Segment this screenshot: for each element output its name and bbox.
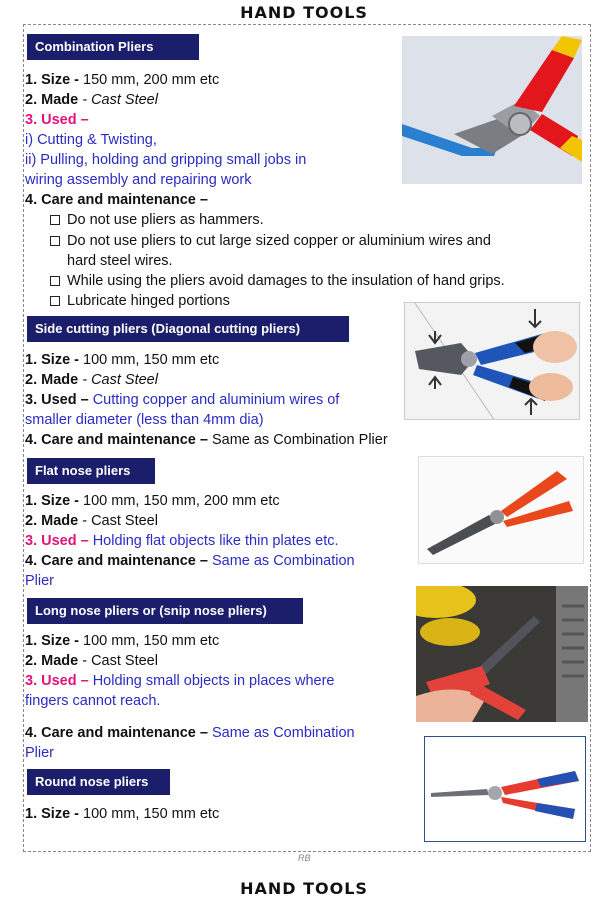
- size-label: 1. Size -: [25, 493, 79, 509]
- size-label: 1. Size -: [25, 72, 79, 88]
- section-title-flat-nose: Flat nose pliers: [27, 458, 155, 484]
- combination-pliers-photo: [402, 36, 582, 184]
- made-label: 2. Made: [25, 92, 79, 108]
- care-label: 4. Care and maintenance –: [25, 725, 208, 741]
- care-label: 4. Care and maintenance –: [25, 432, 208, 448]
- used-label: 3. Used –: [25, 533, 89, 549]
- combination-used-2: ii) Pulling, holding and gripping small jobs in: [25, 152, 307, 168]
- side-cutting-size: [25, 350, 219, 370]
- flat-nose-photo: [418, 456, 584, 564]
- combination-size: [25, 70, 219, 90]
- care-label: 4. Care and maintenance –: [25, 553, 208, 569]
- care-value: Same as Combination Plier: [207, 432, 388, 448]
- section-title-round-nose: Round nose pliers: [27, 769, 170, 795]
- long-nose-care: [25, 723, 355, 743]
- used-value: Holding small objects in places where: [88, 673, 335, 689]
- used-value: Cutting copper and aluminium wires of: [88, 392, 340, 408]
- care-bullet: [50, 291, 230, 311]
- used-value: Holding flat objects like thin plates etc.: [88, 533, 339, 549]
- made-value: - Cast Steel: [78, 513, 158, 529]
- bullet-text: Lubricate hinged portions: [67, 293, 230, 309]
- combination-made: [25, 90, 158, 110]
- side-cutting-care: [25, 430, 388, 450]
- page-header-title: HAND TOOLS: [240, 3, 368, 22]
- made-label: 2. Made: [25, 513, 79, 529]
- checkbox-icon: [50, 296, 60, 306]
- size-label: 1. Size -: [25, 352, 79, 368]
- combination-used-3: wiring assembly and repairing work: [25, 172, 252, 188]
- made-value: - Cast Steel: [78, 653, 158, 669]
- bullet-text: Do not use pliers to cut large sized copper or aluminium wires and: [67, 233, 491, 249]
- bullet-text: While using the pliers avoid damages to the insulation of hand grips.: [67, 273, 505, 289]
- combination-used-1: i) Cutting & Twisting,: [25, 132, 157, 148]
- care-bullet: [50, 210, 264, 230]
- flat-nose-used: [25, 531, 339, 551]
- care-bullet: [50, 271, 505, 291]
- flat-nose-made: [25, 511, 158, 531]
- made-label: 2. Made: [25, 653, 79, 669]
- round-nose-size: [25, 804, 219, 824]
- made-value: - Cast Steel: [78, 92, 158, 108]
- care-bullet-continued: hard steel wires.: [67, 253, 173, 269]
- flat-nose-care: [25, 551, 355, 571]
- size-value: 150 mm, 200 mm etc: [79, 72, 220, 88]
- made-value: - Cast Steel: [78, 372, 158, 388]
- side-cutting-used-2: smaller diameter (less than 4mm dia): [25, 412, 264, 428]
- long-nose-photo: [416, 586, 588, 722]
- used-label: 3. Used –: [25, 673, 89, 689]
- side-cutting-used: [25, 390, 339, 410]
- footer-mark: RB: [298, 853, 311, 863]
- combination-used-label: 3. Used –: [25, 112, 89, 128]
- flat-nose-care-2: Plier: [25, 573, 55, 589]
- care-value: Same as Combination: [207, 725, 355, 741]
- care-bullet: [50, 231, 491, 251]
- checkbox-icon: [50, 276, 60, 286]
- size-value: 100 mm, 150 mm etc: [79, 633, 220, 649]
- size-label: 1. Size -: [25, 633, 79, 649]
- long-nose-used-2: fingers cannot reach.: [25, 693, 161, 709]
- checkbox-icon: [50, 236, 60, 246]
- size-value: 100 mm, 150 mm etc: [79, 806, 220, 822]
- side-cutting-made: [25, 370, 158, 390]
- long-nose-care-2: Plier: [25, 745, 55, 761]
- care-value: Same as Combination: [207, 553, 355, 569]
- checkbox-icon: [50, 215, 60, 225]
- round-nose-photo: [424, 736, 586, 842]
- combination-care-label: 4. Care and maintenance –: [25, 192, 208, 208]
- size-value: 100 mm, 150 mm etc: [79, 352, 220, 368]
- size-value: 100 mm, 150 mm, 200 mm etc: [79, 493, 280, 509]
- section-title-long-nose: Long nose pliers or (snip nose pliers): [27, 598, 303, 624]
- page-footer-title: HAND TOOLS: [240, 879, 368, 898]
- bullet-text: Do not use pliers as hammers.: [67, 212, 264, 228]
- long-nose-made: [25, 651, 158, 671]
- side-cutter-photo: [404, 302, 580, 420]
- section-title-combination: Combination Pliers: [27, 34, 199, 60]
- used-label: 3. Used –: [25, 392, 89, 408]
- section-title-side-cutting: Side cutting pliers (Diagonal cutting pliers): [27, 316, 349, 342]
- size-label: 1. Size -: [25, 806, 79, 822]
- made-label: 2. Made: [25, 372, 79, 388]
- flat-nose-size: [25, 491, 280, 511]
- long-nose-size: [25, 631, 219, 651]
- long-nose-used: [25, 671, 335, 691]
